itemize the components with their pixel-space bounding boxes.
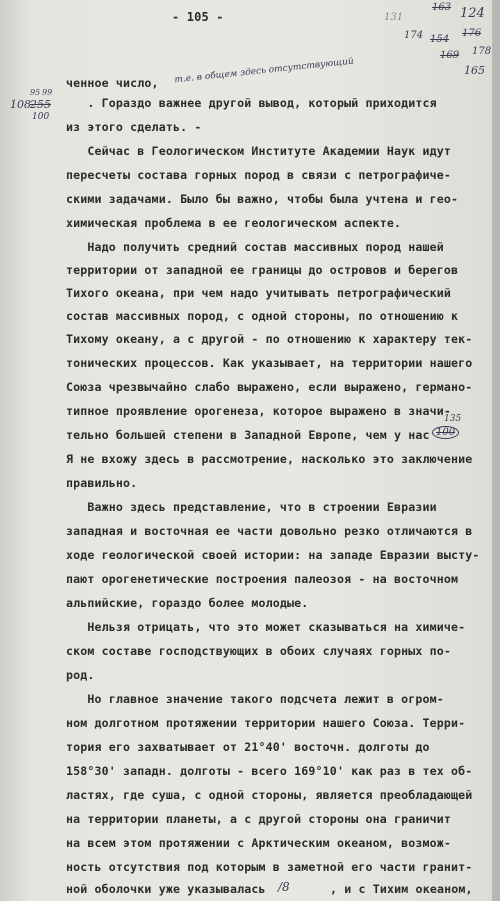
margin-note-left: 100 <box>32 112 50 122</box>
margin-note-left: 108 <box>10 98 31 111</box>
text-line: 158°30' западн. долготы - всего 169°10' как раз в тех об- <box>66 764 473 778</box>
text-line: , и с Тихим океаном, <box>330 882 473 896</box>
text-line: . Гораздо важнее другой вывод, который приходится <box>66 96 437 110</box>
text-line: ском составе господствующих в обоих случаях горных по- <box>66 644 452 658</box>
text-line: типное проявление орогенеза, которое выражено в значи- <box>66 404 452 418</box>
text-line: пересчеты состава горных пород в связи с петрографиче- <box>66 168 452 182</box>
text-line: Союза чрезвычайно слабо выражено, если выражено, германо- <box>66 380 473 394</box>
margin-note-folio: 131 <box>384 12 404 23</box>
text-line: Нельзя отрицать, что это может сказываться на химиче- <box>66 620 466 634</box>
text-line: ном долготном протяжении территории нашего Союза. Терри- <box>66 716 466 730</box>
text-line: Я не вхожу здесь в рассмотрение, насколько это заключение <box>66 452 473 466</box>
text-line: ластях, где суша, с одной стороны, является преобладающей <box>66 788 473 802</box>
margin-note-left: 95 <box>30 88 41 97</box>
margin-note-folio: 178 <box>472 46 492 57</box>
text-line: состав массивных пород, с одной стороны, по отношению к <box>66 309 459 323</box>
text-line: ходе геологической своей истории: на западе Евразии высту- <box>66 548 480 562</box>
text-line: Но главное значение такого подсчета лежит в огром- <box>66 692 444 706</box>
text-line: пают орогенетические построения палеозоя - на восточном <box>66 572 459 586</box>
margin-note-folio: 124 <box>460 6 485 21</box>
margin-note-folio: 169 <box>440 50 460 61</box>
text-line: западная и восточная ее части довольно резко отличаются в <box>66 524 473 538</box>
text-line: Тихого океана, при чем надо учитывать петрографический <box>66 286 452 300</box>
text-line: на территории планеты, а с другой стороны она граничит <box>66 812 452 826</box>
text-line: химическая проблема в ее геологическом аспекте. <box>66 216 402 230</box>
margin-note-insertion: т.е. в общем здесь отсутствующий <box>173 56 355 86</box>
text-line: альпийские, гораздо более молодые. <box>66 596 309 610</box>
margin-note-number: 100 <box>432 426 459 439</box>
text-line: тория его захватывает от 21°40' восточн. долготы до <box>66 740 430 754</box>
margin-note-folio: 154 <box>430 34 450 45</box>
margin-note-left: 99 <box>42 88 53 97</box>
text-line: тельно большей степени в Западной Европе, чем у нас <box>66 428 430 442</box>
text-line: Надо получить средний состав массивных пород нашей <box>66 240 444 254</box>
text-line: скими задачами. Было бы важно, чтобы была учтена и гео- <box>66 192 459 206</box>
text-line: тонических процессов. Как указывает, на территории нашего <box>66 356 473 370</box>
margin-note-number: 135 <box>444 414 462 424</box>
margin-note-folio: 163 <box>432 2 452 13</box>
text-line: Важно здесь представление, что в строении Евразии <box>66 500 437 514</box>
margin-note-folio: 176 <box>462 28 482 39</box>
margin-note-folio: 174 <box>404 30 424 41</box>
text-line: ной оболочки уже указывалась <box>66 882 266 896</box>
text-line: из этого сделать. - <box>66 120 202 134</box>
text-line: ность отсутствия под которым в заметной его части гранит- <box>66 860 473 874</box>
text-line: ченное число, <box>66 76 159 90</box>
text-line: Сейчас в Геологическом Институте Академии Наук идут <box>66 144 452 158</box>
text-line: правильно. <box>66 476 138 490</box>
text-line: Тихому океану, а с другой - по отношению к характеру тек- <box>66 332 473 346</box>
text-line: на всем этом протяжении с Арктическим океаном, возмож- <box>66 836 452 850</box>
margin-note-left: 255 <box>30 98 51 111</box>
page-edge-shadow <box>492 0 500 901</box>
footnote-reference: /8 <box>278 880 290 894</box>
page-number: - 105 - <box>172 10 224 24</box>
text-line: территории от западной ее границы до островов и берегов <box>66 263 459 277</box>
margin-note-folio: 165 <box>464 64 485 77</box>
text-line: род. <box>66 668 95 682</box>
